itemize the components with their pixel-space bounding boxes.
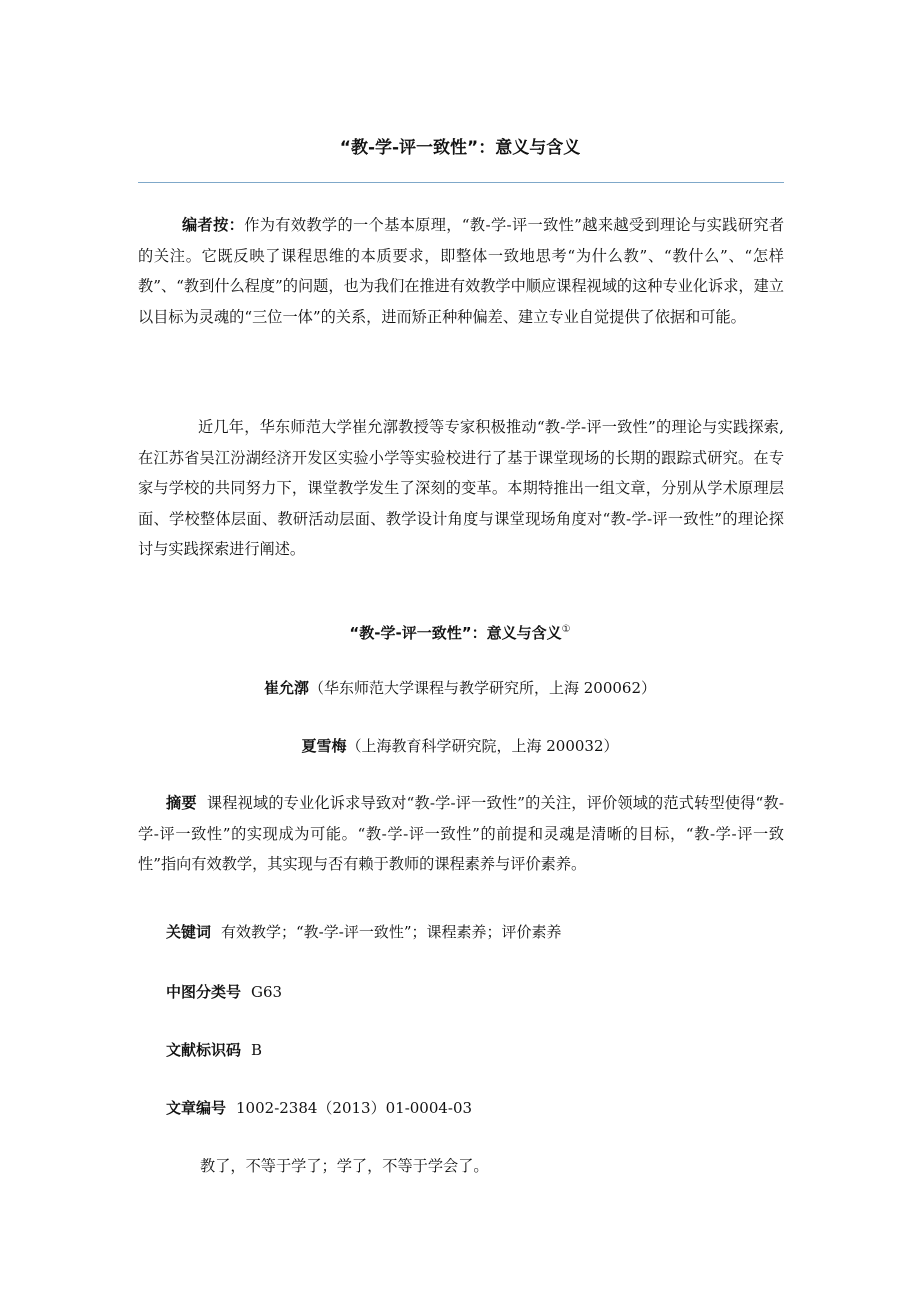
footnote-marker: ① bbox=[561, 624, 571, 635]
abstract-label: 摘要 bbox=[166, 794, 197, 812]
article-number-label: 文章编号 bbox=[166, 1099, 227, 1117]
article-number-line bbox=[166, 1096, 472, 1120]
editor-note-label: 编者按： bbox=[182, 216, 245, 234]
abstract-text: 课程视域的专业化诉求导致对“教-学-评一致性”的关注，评价领域的范式转型使得“教-学-评一致性”的实现成为可能。“教-学-评一致性”的前提和灵魂是清晰的目标，“教-学-评一致性”指向有效教学，其实现与否有赖于教师的课程素养与评价素养。 bbox=[138, 794, 784, 874]
article-number-value: 1002-2384（2013）01-0004-03 bbox=[236, 1099, 473, 1117]
keywords-line bbox=[166, 920, 562, 944]
classification-value: G63 bbox=[251, 983, 283, 1001]
author-affiliation-2: （上海教育科学研究院，上海 200032） bbox=[346, 737, 619, 755]
article-title bbox=[0, 618, 920, 645]
doc-code-label: 文献标识码 bbox=[166, 1041, 242, 1059]
author-name-1: 崔允漷 bbox=[263, 679, 309, 697]
keywords-text: 有效教学；“教-学-评一致性”；课程素养；评价素养 bbox=[221, 923, 562, 941]
author-affiliation-1: （华东师范大学课程与教学研究所，上海 200062） bbox=[308, 679, 657, 697]
page-title: “教-学-评一致性”：意义与含义 bbox=[339, 138, 581, 158]
classification-label: 中图分类号 bbox=[166, 983, 242, 1001]
keywords-label: 关键词 bbox=[166, 923, 212, 941]
body-first-line: 教了，不等于学了；学了，不等于学会了。 bbox=[200, 1157, 489, 1175]
article-title-text: “教-学-评一致性”：意义与含义 bbox=[349, 624, 562, 642]
abstract bbox=[138, 788, 784, 880]
editor-note-text: 作为有效教学的一个基本原理，“教-学-评一致性”越来越受到理论与实践研究者的关注。它既反映了课程思维的本质要求，即整体一致地思考“为什么教”、“教什么”、“怎样教”、“教到什么程度”的问题，也为我们在推进有效教学中顺应课程视域的这种专业化诉求，建立以目标为灵魂的“三位一体”的关系，进而矫正种种偏差、建立专业自觉提供了依据和可能。 bbox=[138, 216, 785, 326]
author-name-2: 夏雪梅 bbox=[301, 737, 347, 755]
classification-line bbox=[166, 980, 282, 1004]
editor-note bbox=[138, 210, 784, 332]
doc-code-line bbox=[166, 1038, 262, 1062]
author-line-1 bbox=[0, 676, 920, 700]
intro-paragraph: 近几年，华东师范大学崔允漷教授等专家积极推动“教-学-评一致性”的理论与实践探索,在江苏省吴江汾湖经济开发区实验小学等实验校进行了基于课堂现场的长期的跟踪式研究。在专家与学校的共同努力下，课堂教学发生了深刻的变革。本期特推出一组文章，分别从学术原理层面、学校整体层面、教研活动层面、教学设计角度与课堂现场角度对“教-学-评一致性”的理论探讨与实践探索进行阐述。 bbox=[138, 418, 784, 559]
doc-code-value: B bbox=[251, 1041, 263, 1059]
author-line-2 bbox=[0, 734, 920, 758]
title-divider bbox=[138, 182, 784, 183]
